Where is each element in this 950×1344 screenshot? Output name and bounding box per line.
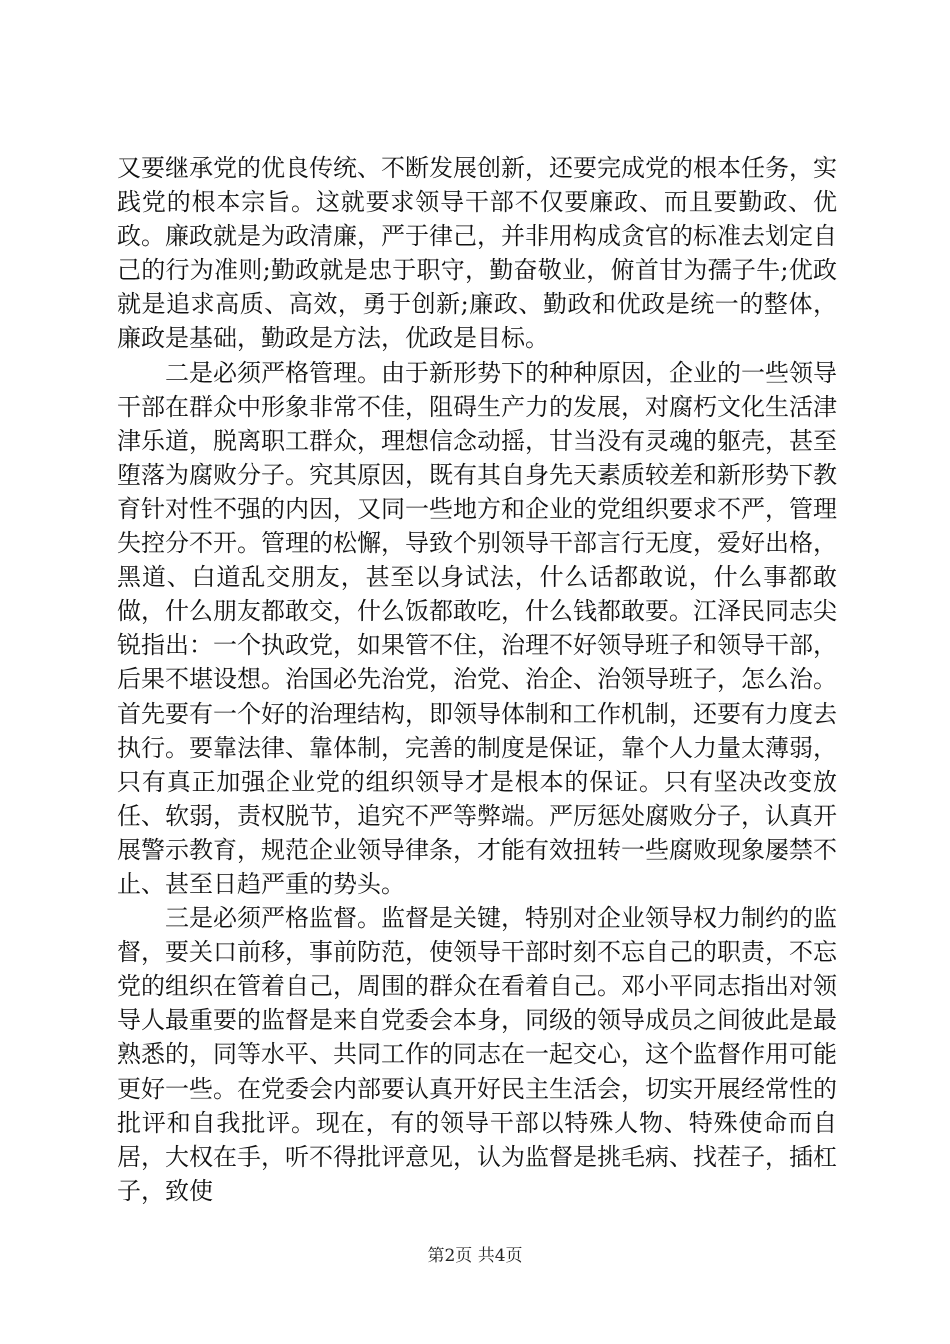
document-body [117, 151, 837, 1208]
paragraph-continuation: 又要继承党的优良传统、不断发展创新，还要完成党的根本任务，实践党的根本宗旨。这就要求领导干部不仅要廉政、而且要勤政、优政。廉政就是为政清廉，严于律己，并非用构成贪官的标准去划定自己的行为准则;勤政就是忠于职守，勤奋敬业，俯首甘为孺子牛;优政就是追求高质、高效，勇于创新;廉政、勤政和优政是统一的整体，廉政是基础，勤政是方法，优政是目标。 [117, 154, 837, 353]
page-number-footer: 第2页 共4页 [427, 1246, 523, 1266]
paragraph-strict-supervision: 三是必须严格监督。监督是关键，特别对企业领导权力制约的监督，要关口前移，事前防范，使领导干部时刻不忘自己的职责，不忘党的组织在管着自己，周围的群众在看着自己。邓小平同志指出对领导人最重要的监督是来自党委会本身，同级的领导成员之间彼此是最熟悉的，同等水平、共同工作的同志在一起交心，这个监督作用可能更好一些。在党委会内部要认真开好民主生活会，切实开展经常性的批评和自我批评。现在，有的领导干部以特殊人物、特殊使命而自居，大权在手，听不得批评意见，认为监督是挑毛病、找茬子，插杠子，致使 [117, 904, 837, 1205]
paragraph-strict-management: 二是必须严格管理。由于新形势下的种种原因，企业的一些领导干部在群众中形象非常不佳，阻碍生产力的发展，对腐朽文化生活津津乐道，脱离职工群众，理想信念动摇，甘当没有灵魂的躯壳，甚至堕落为腐败分子。究其原因，既有其自身先天素质较差和新形势下教育针对性不强的内因，又同一些地方和企业的党组织要求不严，管理失控分不开。管理的松懈，导致个别领导干部言行无度，爱好出格，黑道、白道乱交朋友，甚至以身试法，什么话都敢说，什么事都敢做，什么朋友都敢交，什么饭都敢吃，什么钱都敢要。江泽民同志尖锐指出：一个执政党，如果管不住，治理不好领导班子和领导干部，后果不堪设想。治国必先治党，治党、治企、治领导班子，怎么治。首先要有一个好的治理结构，即领导体制和工作机制，还要有力度去执行。要靠法律、靠体制，完善的制度是保证，靠个人力量太薄弱，只有真正加强企业党的组织领导才是根本的保证。只有坚决改变放任、软弱，责权脱节，追究不严等弊端。严厉惩处腐败分子，认真开展警示教育，规范企业领导律条，才能有效扭转一些腐败现象屡禁不止、甚至日趋严重的势头。 [117, 358, 837, 898]
